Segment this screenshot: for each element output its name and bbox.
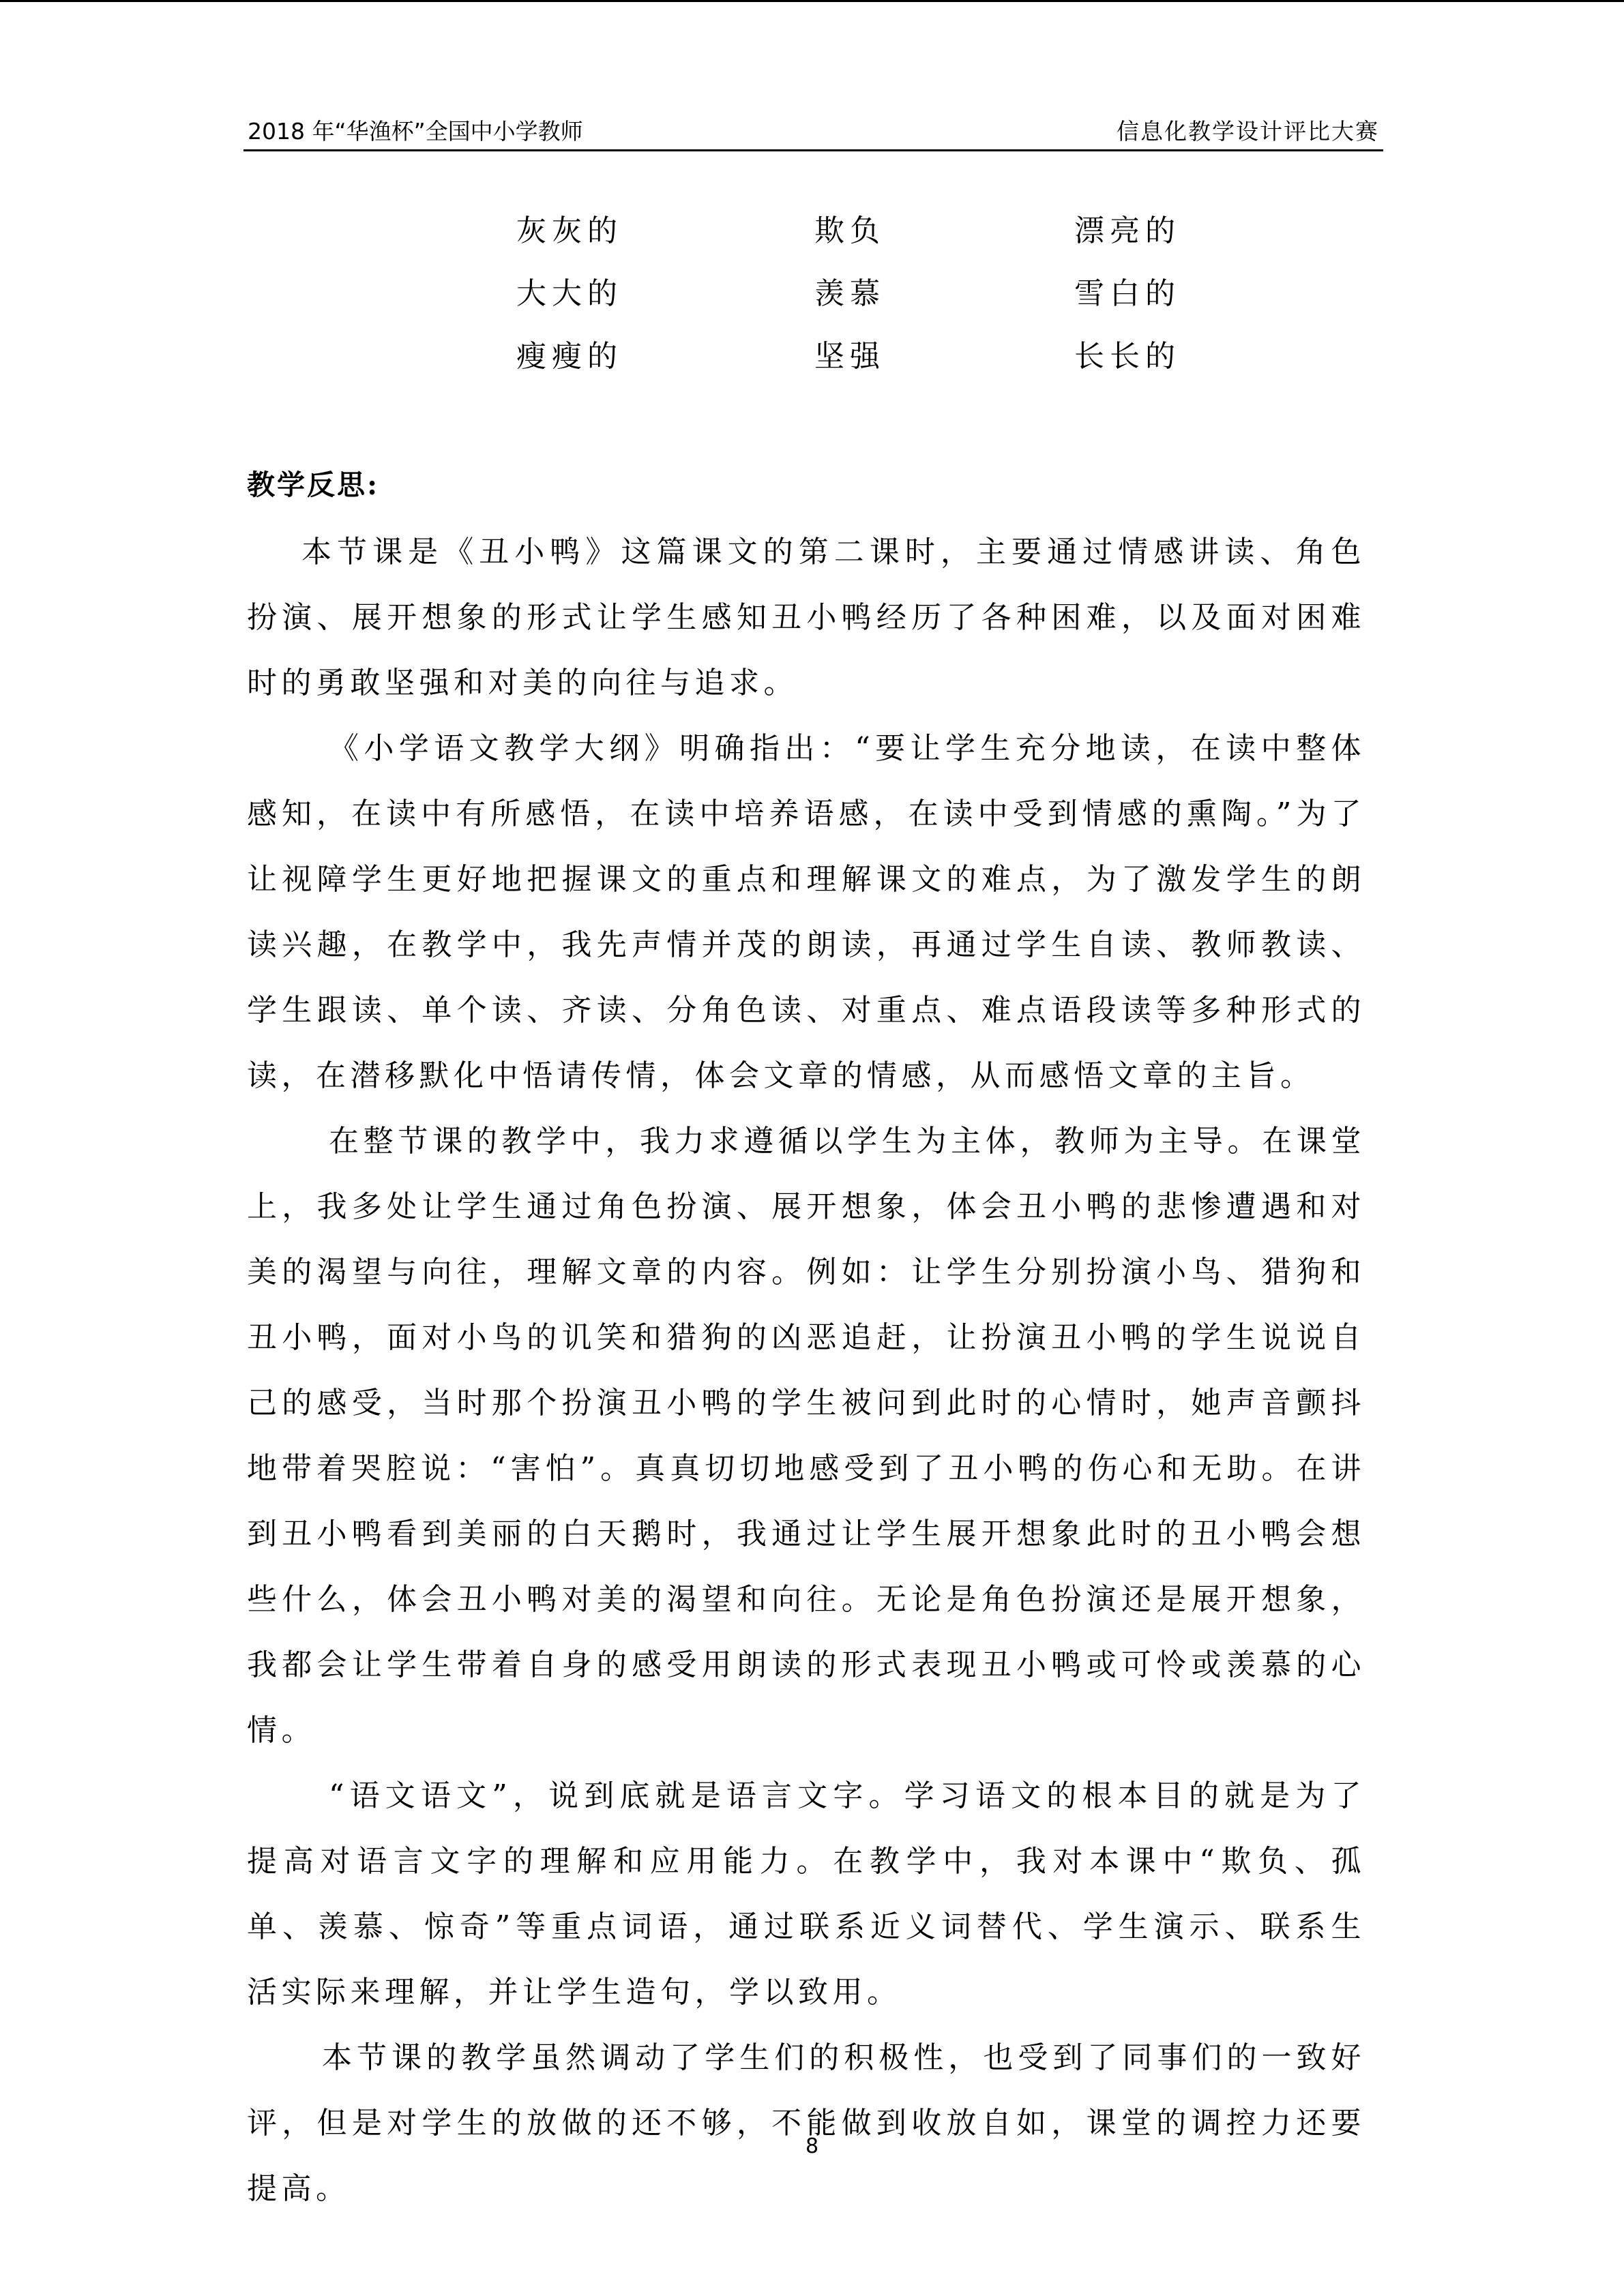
word-cell: 长长的 (1074, 339, 1181, 374)
word-table (516, 206, 1198, 394)
paragraph: 本节课是《丑小鸭》这篇课文的第二课时，主要通过情感讲读、角色扮演、展开想象的形式让学生感知丑小鸭经历了各种困难，以及面对困难时的勇敢坚强和对美的向往与追求。 (247, 535, 1365, 700)
page-header (243, 115, 1383, 149)
word-row (516, 331, 1198, 394)
word-cell: 漂亮的 (1074, 213, 1181, 248)
page-number: 8 (805, 2134, 819, 2158)
word-cell: 欺负 (814, 213, 885, 248)
paragraph: “语文语文”，说到底就是语言文字。学习语文的根本目的就是为了提高对语言文字的理解和应用能力。在教学中，我对本课中“欺负、孤单、羡慕、惊奇”等重点词语，通过联系近义词替代、学生演示、联系生活实际来理解，并让学生造句，学以致用。 (247, 1778, 1365, 2010)
word-row (516, 206, 1198, 269)
word-cell: 瘦瘦的 (516, 339, 623, 374)
header-right: 信息化教学设计评比大赛 (1117, 118, 1379, 145)
paragraph: 在整节课的教学中，我力求遵循以学生为主体，教师为主导。在课堂上，我多处让学生通过角色扮演、展开想象，体会丑小鸭的悲惨遭遇和对美的渴望与向往，理解文章的内容。例如：让学生分别扮演小鸟、猎狗和丑小鸭，面对小鸟的讥笑和猎狗的凶恶追赶，让扮演丑小鸭的学生说说自己的感受，当时那个扮演丑小鸭的学生被问到此时的心情时，她声音颤抖地带着哭腔说：“害怕”。真真切切地感受到了丑小鸭的伤心和无助。在讲到丑小鸭看到美丽的白天鹅时，我通过让学生展开想象此时的丑小鸭会想些什么，体会丑小鸭对美的渴望和向往。无论是角色扮演还是展开想象，我都会让学生带着自身的感受用朗读的形式表现丑小鸭或可怜或羡慕的心情。 (247, 1124, 1365, 1748)
word-cell: 灰灰的 (516, 213, 623, 248)
header-left: 2018 年“华渔杯”全国中小学教师 (248, 118, 583, 145)
word-cell: 羡慕 (814, 276, 885, 311)
word-row (516, 269, 1198, 331)
paragraph: 《小学语文教学大纲》明确指出：“要让学生充分地读，在读中整体感知，在读中有所感悟，在读中培养语感，在读中受到情感的熏陶。”为了让视障学生更好地把握课文的重点和理解课文的难点，为了激发学生的朗读兴趣，在教学中，我先声情并茂的朗读，再通过学生自读、教师教读、学生跟读、单个读、齐读、分角色读、对重点、难点语段读等多种形式的读，在潜移默化中悟请传情，体会文章的情感，从而感悟文章的主旨。 (247, 731, 1365, 1093)
top-border (0, 0, 1624, 2)
word-cell: 大大的 (516, 276, 623, 311)
section-title: 教学反思: (247, 468, 380, 501)
paragraph: 本节课的教学虽然调动了学生们的积极性，也受到了同事们的一致好评，但是对学生的放做的还不够，不能做到收放自如，课堂的调控力还要提高。 (247, 2040, 1365, 2206)
reflection-body (247, 520, 1365, 2222)
word-cell: 坚强 (814, 339, 885, 374)
word-cell: 雪白的 (1074, 276, 1181, 311)
header-rule (243, 149, 1383, 151)
